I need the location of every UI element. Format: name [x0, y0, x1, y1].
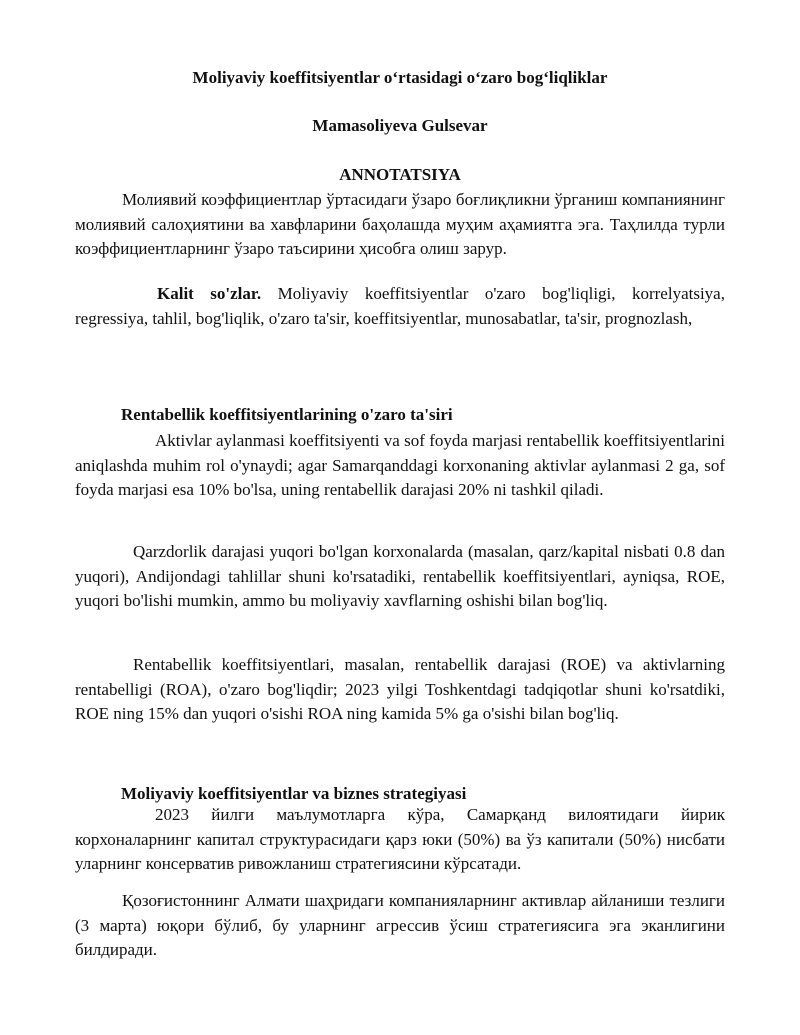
author-name: Mamasoliyeva Gulsevar: [312, 116, 488, 135]
keywords-paragraph: [75, 282, 725, 331]
paragraph-profitability-2: Qarzdorlik darajasi yuqori bo'lgan korxonalarda (masalan, qarz/kapital nisbati 0.8 dan yuqori), Andijondagi tahlillar shuni ko'rsatadiki, rentabellik koeffitsiyentlari, ayniqsa, ROE, yuqori bo'lishi mumkin, ammo bu moliyaviy xavflarning oshishi bilan bog'liq.: [75, 542, 725, 610]
document-title: Moliyaviy koeffitsiyentlar oʻrtasidagi oʻzaro bogʻliqliklar: [192, 68, 608, 87]
keywords-label: Kalit so'zlar.: [157, 284, 262, 303]
paragraph-strategy-2: Қозоғистоннинг Алмати шаҳридаги компанияларнинг активлар айланиши тезлиги (3 марта) юқори бўлиб, бу уларнинг агрессив ўсиш стратегиясига эга эканлигини билдиради.: [75, 891, 725, 959]
abstract-text: Молиявий коэффициентлар ўртасидаги ўзаро боғлиқликни ўрганиш компаниянинг молиявий салоҳиятини ва хавфларини баҳолашда муҳим аҳамиятга эга. Таҳлилда турли коэффициентларнинг ўзаро таъсирини ҳисобга олиш зарур.: [75, 190, 725, 258]
paragraph-profitability-3: Rentabellik koeffitsiyentlari, masalan, rentabellik darajasi (ROE) va aktivlarning rentabelligi (ROA), o'zaro bog'liqdir; 2023 yilgi Toshkentdagi tadqiqotlar shuni ko'rsatdiki, ROE ning 15% dan yuqori o'sishi ROA ning kamida 5% ga o'sishi bilan bog'liq.: [75, 655, 725, 723]
section-heading-profitability: Rentabellik koeffitsiyentlarining o'zaro ta'siri: [121, 405, 453, 424]
section-heading-strategy: Moliyaviy koeffitsiyentlar va biznes strategiyasi: [121, 784, 467, 803]
abstract-heading: ANNOTATSIYA: [339, 165, 461, 184]
keywords-text: Moliyaviy koeffitsiyentlar o'zaro bog'liqligi, korrelyatsiya, regressiya, tahlil, bog'liqlik, o'zaro ta'sir, koeffitsiyentlar, munosabatlar, ta'sir, prognozlash,: [75, 284, 725, 328]
paragraph-profitability-1: Aktivlar aylanmasi koeffitsiyenti va sof foyda marjasi rentabellik koeffitsiyentlarini aniqlashda muhim rol o'ynaydi; agar Samarqanddagi korxonaning aktivlar aylanmasi 2 ga, sof foyda marjasi esa 10% bo'lsa, uning rentabellik darajasi 20% ni tashkil qiladi.: [75, 431, 725, 499]
paragraph-strategy-1: 2023 йилги маълумотларга кўра, Самарқанд вилоятидаги йирик корхоналарнинг капитал структурасидаги қарз юки (50%) ва ўз капитали (50%) нисбати уларнинг консерватив ривожланиш стратегиясини кўрсатади.: [75, 805, 725, 873]
